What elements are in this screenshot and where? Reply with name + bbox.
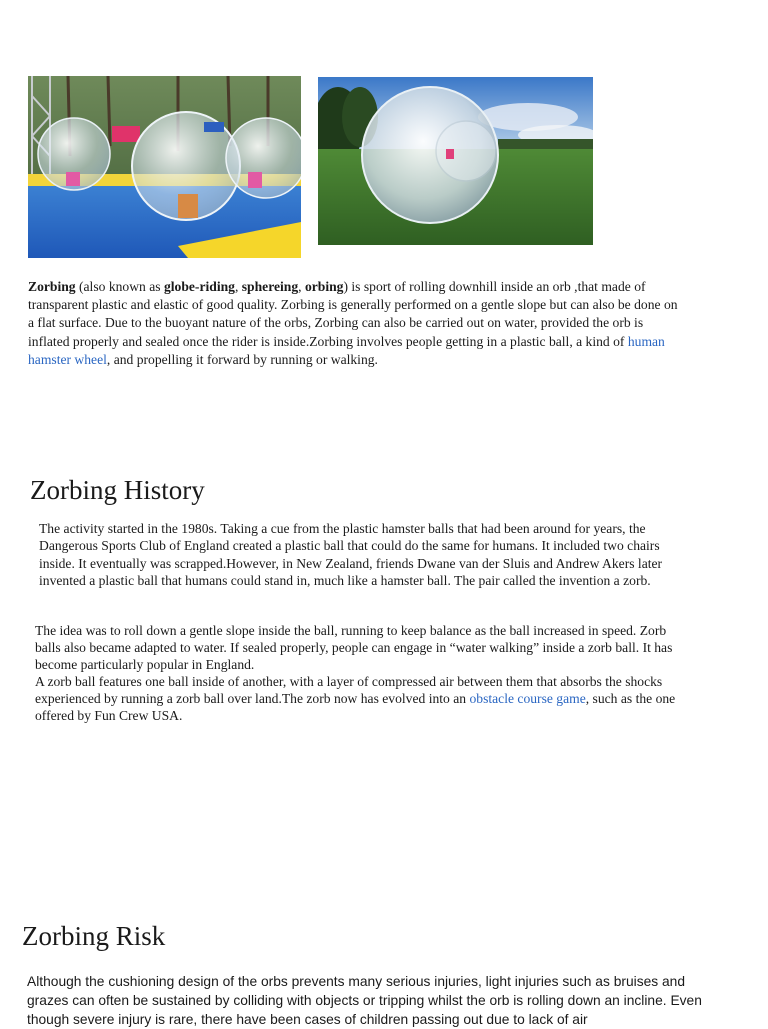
history-paragraph-1: The activity started in the 1980s. Taking a cue from the plastic hamster balls that had been around for years, the Dangerous Sports Club of England created a plastic ball that could do the same for humans. It included two chairs inside. It eventually was scrapped.However, in New Zealand, friends Dwane van der Sluis and Andrew Akers later invented a plastic ball that humans could stand in, much like a hamster ball. The pair called the invention a zorb. (39, 521, 663, 589)
zorbing-pool-photo (28, 76, 301, 258)
intro-paragraph (28, 278, 678, 369)
alias-globe-riding: globe-riding (163, 279, 235, 294)
risk-heading: Zorbing Risk (22, 921, 166, 951)
term-zorbing: Zorbing (28, 279, 76, 294)
human-hamster-wheel-link[interactable]: human hamster wheel (28, 333, 665, 367)
history-p2-text: The idea was to roll down a gentle slope inside the ball, running to keep balance as the ball increased in speed. Zorb balls also became adapted to water. If sealed properly, people can engage in “water walking” inside a zorb ball. It has become particularly popular in England. (35, 623, 673, 673)
zorb-field-photo (318, 77, 593, 245)
history-paragraph-2 (35, 622, 695, 725)
obstacle-course-game-link[interactable]: obstacle course game (469, 691, 586, 707)
intro-text: ) is sport of rolling downhill inside an orb ,that made of transparent plastic and elastic of good quality. Zorbing is generally performed on a gentle slope but can also be done on a flat surface. Due to the buoyant nature of the orbs, Zorbing can also be carried out on water, provided the orb is inflated properly and sealed once the rider is inside.Zorbing involves people getting in a plastic ball, a kind of (28, 279, 678, 349)
intro-text-end: , and propelling it forward by running or walking. (106, 351, 378, 367)
intro-sep: , (298, 279, 305, 294)
intro-sep: , (234, 279, 242, 294)
history-p3-text: A zorb ball features one ball inside of another, with a layer of compressed air between them that absorbs the shocks experienced by running a zorb ball over land.The zorb now has evolved into an (35, 674, 663, 707)
risk-paragraph: Although the cushioning design of the orbs prevents many serious injuries, light injuries such as bruises and grazes can often be sustained by colliding with objects or tripping whilst the orb is rolling down an incline. Even though severe injury is rare, there have been cases of children passing out due to lack of air (27, 974, 702, 1027)
history-p3-text-end: , such as the one offered by Fun Crew USA. (35, 691, 676, 724)
alias-sphereing: sphereing (241, 279, 299, 294)
intro-aka-open: (also known as (75, 279, 164, 294)
history-heading: Zorbing History (30, 475, 205, 505)
alias-orbing: orbing (304, 279, 344, 294)
